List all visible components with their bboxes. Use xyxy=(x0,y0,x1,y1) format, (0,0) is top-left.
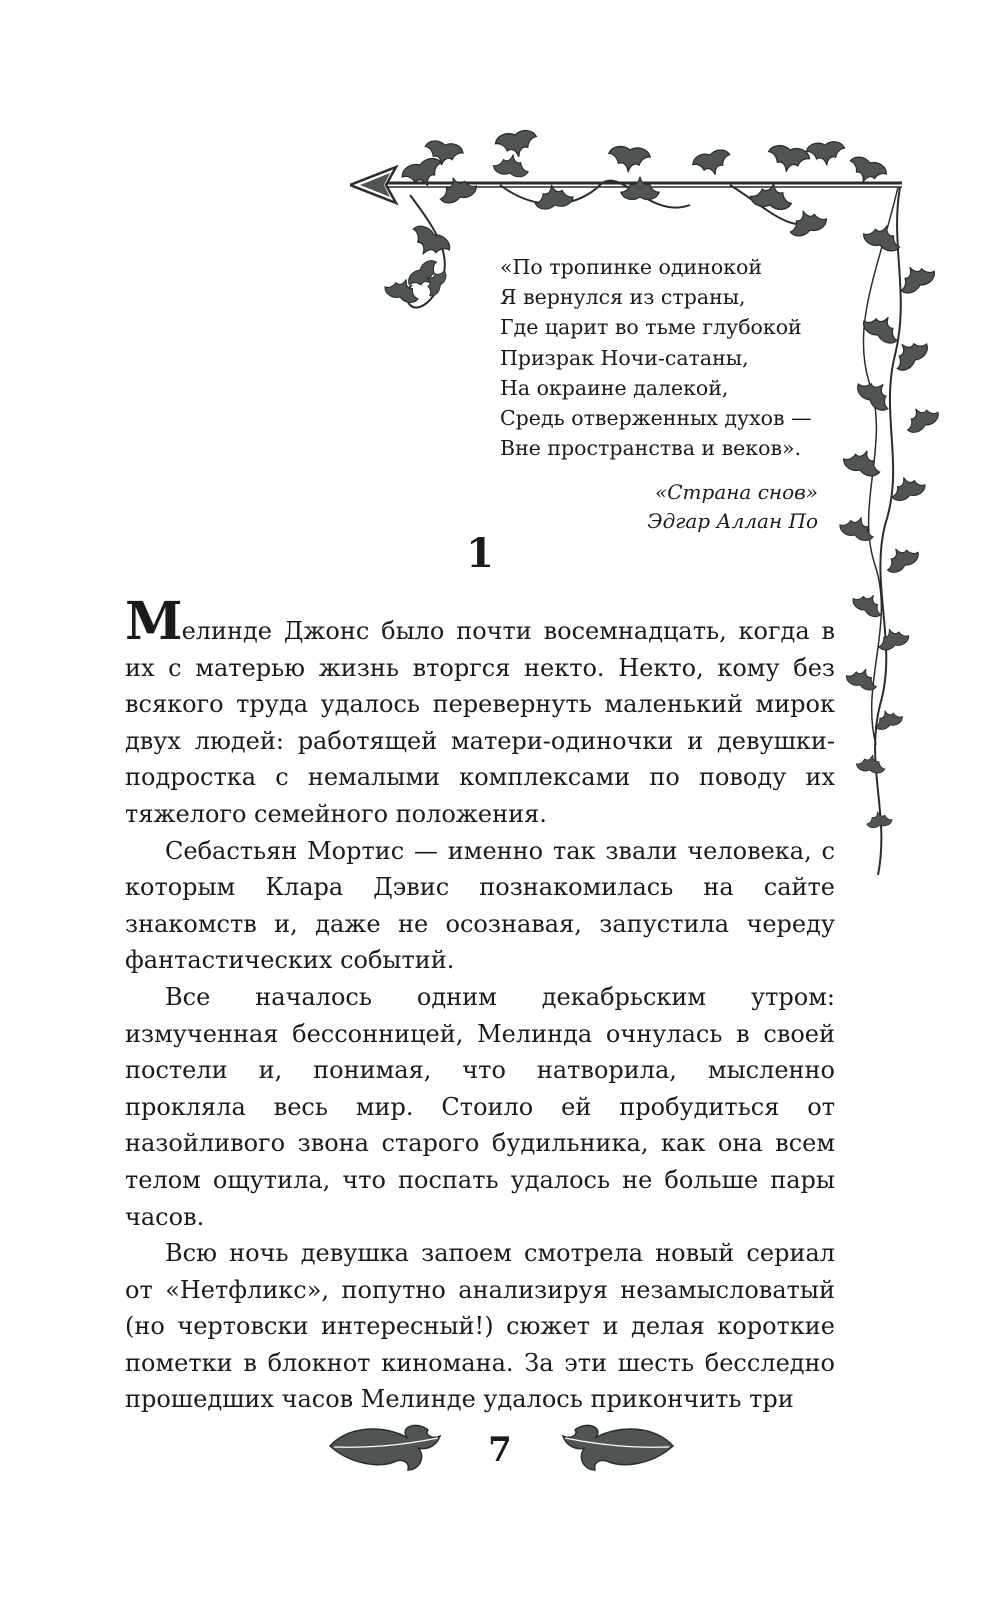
epigraph-line: На окраине далекой, xyxy=(500,375,729,400)
epigraph-source-author: Эдгар Аллан По xyxy=(647,509,818,533)
paragraph-text: елинде Джонс было почти восемнадцать, когда в их с матерью жизнь вторгся некто. Некто, кому без всякого труда удалось перевернуть маленький мирок двух людей: работящей матери-одиночки и девушки-подростка с немалыми комплексами по поводу их тяжелого семейного положения. xyxy=(125,617,835,828)
epigraph-line: Я вернулся из страны, xyxy=(500,285,746,310)
epigraph-line: Где царит во тьме глубокой xyxy=(500,315,802,340)
paragraph: Всю ночь девушка запоем смотрела новый сериал от «Нетфликс», попутно анализируя незамысловатый (но чертовски интересный!) сюжет и делая короткие пометки в блокнот киномана. За эти шесть бесследно прошедших часов Мелинде удалось прикончить три xyxy=(125,1239,835,1414)
paragraph: Все началось одним декабрьским утром: измученная бессонницей, Мелинда очнулась в своей постели и, понимая, что натворила, мысленно прокляла весь мир. Стоило ей пробудиться от назойливого звона старого будильника, как она всем телом ощутила, что поспать удалось не больше пары часов. xyxy=(125,982,835,1231)
page-footer xyxy=(0,1420,1000,1500)
chapter-number: 1 xyxy=(466,530,494,577)
leaf-cluster-icon xyxy=(328,1420,448,1480)
epigraph-line: Средь отверженных духов — xyxy=(500,406,812,431)
epigraph-line: Призрак Ночи-сатаны, xyxy=(500,345,749,370)
epigraph-line: Вне пространства и веков». xyxy=(500,436,802,461)
page-number: 7 xyxy=(488,1430,512,1470)
leaf-cluster-icon xyxy=(555,1420,675,1480)
paragraph: Себастьян Мортис — именно так звали человека, с которым Клара Дэвис познакомилась на сайте знакомств и, даже не осознавая, запустила череду фантастических событий. xyxy=(125,836,835,975)
epigraph-attribution xyxy=(560,478,818,536)
epigraph xyxy=(500,252,830,463)
epigraph-source-title: «Страна снов» xyxy=(655,480,818,504)
paragraph xyxy=(125,591,835,833)
chapter-body xyxy=(125,591,835,1418)
epigraph-line: «По тропинке одинокой xyxy=(500,255,762,279)
dropcap-letter: М xyxy=(125,591,182,652)
